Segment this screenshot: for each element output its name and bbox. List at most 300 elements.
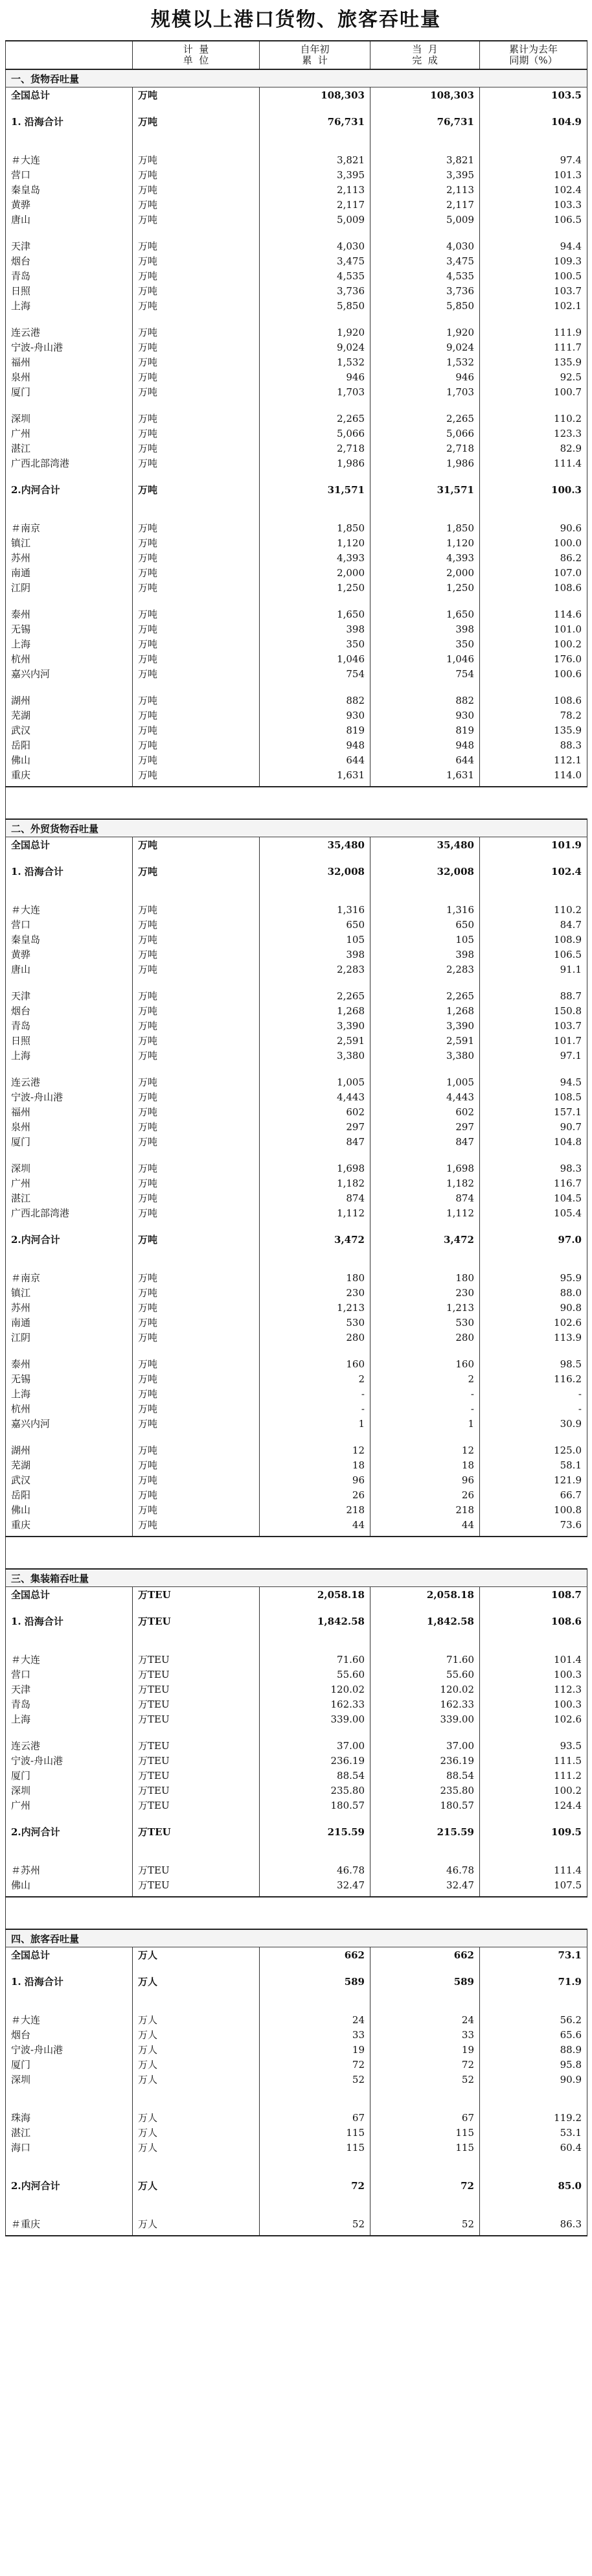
unit-cell: 万吨 [133,864,260,879]
empty-cell [370,1247,480,1270]
yoy-cell: 111.7 [480,340,587,354]
yoy-cell: 95.9 [480,1270,587,1285]
unit-cell: 万吨 [133,1502,260,1517]
port-name: 无锡 [6,1371,133,1386]
cumulative-cell: 162.33 [260,1697,370,1712]
yoy-cell: 104.5 [480,1190,587,1205]
table-row [6,1667,587,1682]
port-name: 江阴 [6,580,133,595]
cumulative-cell: 1,005 [260,1074,370,1089]
cumulative-cell: 35,480 [260,837,370,853]
unit-cell: 万人 [133,2216,260,2231]
empty-cell [370,399,480,411]
month-cell: 35,480 [370,837,480,853]
yoy-cell: 97.1 [480,1048,587,1063]
cumulative-cell: 19 [260,2042,370,2057]
table-row [6,752,587,767]
yoy-cell: 94.5 [480,1074,587,1089]
empty-cell [133,595,260,607]
section-title: 三、集装箱吞吐量 [6,1569,587,1587]
unit-cell: 万吨 [133,441,260,456]
port-name: 南通 [6,565,133,580]
unit-cell: 万吨 [133,607,260,621]
empty-cell [6,129,133,152]
unit-cell: 万吨 [133,1232,260,1247]
port-name: 苏州 [6,1300,133,1315]
unit-cell: 万TEU [133,1768,260,1783]
table-row [6,1356,587,1371]
empty-cell [370,102,480,114]
month-cell: 5,066 [370,426,480,441]
empty-cell [370,1989,480,2012]
cumulative-cell: 4,030 [260,238,370,253]
cumulative-cell: 120.02 [260,1682,370,1697]
port-name: 湖州 [6,693,133,708]
empty-cell [133,102,260,114]
yoy-cell: 71.9 [480,1974,587,1989]
unit-cell: 万吨 [133,1033,260,1048]
empty-cell [6,1989,133,2012]
port-name: 烟台 [6,2027,133,2042]
cumulative-cell: 72 [260,2178,370,2193]
empty-cell [260,1989,370,2012]
yoy-cell: 109.5 [480,1824,587,1839]
table-row-total [6,1974,587,1989]
port-name: 重庆 [6,767,133,782]
port-name: 厦门 [6,384,133,399]
header-cumulative-text: 自年初 累 计 [300,43,330,66]
yoy-cell: 102.4 [480,864,587,879]
month-cell: 1,046 [370,651,480,666]
port-name: 宁波-舟山港 [6,1753,133,1768]
empty-cell [133,1431,260,1443]
header-unit [133,41,260,69]
empty-cell [260,1629,370,1652]
empty-cell [480,227,587,238]
table-row [6,1018,587,1033]
yoy-cell: 107.0 [480,565,587,580]
cumulative-cell: 76,731 [260,114,370,129]
month-cell: 4,030 [370,238,480,253]
unit-cell: 万TEU [133,1798,260,1813]
yoy-cell: 109.3 [480,253,587,268]
table-row-total [6,87,587,103]
table-row [6,1697,587,1712]
yoy-cell: 88.0 [480,1285,587,1300]
month-cell: 589 [370,1974,480,1989]
empty-cell [6,782,133,787]
empty-cell [133,129,260,152]
yoy-cell: 103.3 [480,197,587,212]
empty-cell [6,681,133,693]
table-row-total [6,1947,587,1963]
port-name: 湛江 [6,441,133,456]
cumulative-cell: 930 [260,708,370,723]
empty-cell [260,1602,370,1614]
unit-cell: 万吨 [133,651,260,666]
empty-cell [480,1247,587,1270]
yoy-cell: 102.6 [480,1315,587,1330]
empty-cell [260,1962,370,1974]
yoy-cell: 104.8 [480,1134,587,1149]
port-name: ＃重庆 [6,2216,133,2231]
port-name: 天津 [6,1682,133,1697]
unit-cell: 万TEU [133,1783,260,1798]
unit-cell: 万TEU [133,1862,260,1877]
table-row [6,268,587,283]
cumulative-cell: 46.78 [260,1862,370,1877]
table-row [6,298,587,313]
yoy-cell: 86.3 [480,2216,587,2231]
month-cell: 5,850 [370,298,480,313]
yoy-cell: 90.8 [480,1300,587,1315]
yoy-cell: 101.4 [480,1652,587,1667]
empty-cell [480,879,587,902]
cumulative-cell: - [260,1386,370,1401]
month-cell: 19 [370,2042,480,2057]
cumulative-cell: 1,213 [260,1300,370,1315]
unit-cell: 万吨 [133,902,260,917]
yoy-cell: 150.8 [480,1003,587,1018]
section-header-row [6,1569,587,1587]
empty-cell [6,879,133,902]
table-row [6,1190,587,1205]
port-name: 青岛 [6,1018,133,1033]
port-name: 上海 [6,1386,133,1401]
port-name: 深圳 [6,2072,133,2087]
empty-cell [370,595,480,607]
cumulative-cell: 1,120 [260,535,370,550]
table-row [6,1300,587,1315]
section-bottom-rule [6,1532,587,1537]
cumulative-cell: 215.59 [260,1824,370,1839]
empty-cell [260,497,370,520]
port-name: 深圳 [6,1783,133,1798]
port-name: 福州 [6,354,133,369]
yoy-cell: 123.3 [480,426,587,441]
yoy-cell: 73.1 [480,1947,587,1963]
empty-cell [480,1989,587,2012]
unit-cell: 万TEU [133,1652,260,1667]
port-name: 营口 [6,917,133,932]
month-cell: 1,316 [370,902,480,917]
table-row-total [6,1232,587,1247]
spacer-row [6,470,587,482]
empty-cell [133,2231,260,2236]
yoy-cell: 103.7 [480,1018,587,1033]
unit-cell: 万TEU [133,1738,260,1753]
empty-cell [480,1149,587,1161]
empty-cell [6,1813,133,1824]
cumulative-cell: 180 [260,1270,370,1285]
spacer-row [6,1989,587,2012]
port-name: 上海 [6,1048,133,1063]
empty-cell [480,497,587,520]
cumulative-cell: 2 [260,1371,370,1386]
cumulative-cell: 874 [260,1190,370,1205]
port-name: 营口 [6,167,133,182]
month-cell: 105 [370,932,480,947]
cumulative-cell: 5,850 [260,298,370,313]
table-row [6,1712,587,1726]
empty-cell [260,2193,370,2216]
port-name: 连云港 [6,1738,133,1753]
empty-cell [370,1726,480,1738]
port-name: 嘉兴内河 [6,666,133,681]
empty-cell [370,852,480,864]
port-name: 上海 [6,636,133,651]
cumulative-cell: 230 [260,1285,370,1300]
port-name: ＃大连 [6,1652,133,1667]
cumulative-cell: 1,842.58 [260,1614,370,1629]
cumulative-cell: 3,395 [260,167,370,182]
yoy-cell: 108.6 [480,1614,587,1629]
empty-cell [6,1063,133,1074]
empty-cell [260,681,370,693]
unit-cell: 万吨 [133,962,260,977]
cumulative-cell: 37.00 [260,1738,370,1753]
empty-cell [6,497,133,520]
cumulative-cell: 602 [260,1104,370,1119]
spacer-row [6,313,587,325]
empty-cell [133,1220,260,1232]
empty-cell [370,1813,480,1824]
port-name: 广州 [6,426,133,441]
port-name: 深圳 [6,411,133,426]
port-name: 厦门 [6,1768,133,1783]
yoy-cell: 58.1 [480,1457,587,1472]
spacer-row [6,102,587,114]
yoy-cell: 56.2 [480,2012,587,2027]
port-name: 唐山 [6,962,133,977]
section-header-row [6,1929,587,1947]
empty-cell [480,1962,587,1974]
port-name: 广西北部湾港 [6,1205,133,1220]
unit-cell: 万TEU [133,1824,260,1839]
empty-cell [133,1345,260,1356]
cumulative-cell: 1,631 [260,767,370,782]
table-row [6,2027,587,2042]
port-name: 上海 [6,1712,133,1726]
port-name: 烟台 [6,1003,133,1018]
month-cell: 33 [370,2027,480,2042]
month-cell: 3,390 [370,1018,480,1033]
empty-cell [260,2155,370,2178]
spacer-row [6,1629,587,1652]
cumulative-cell: 2,000 [260,565,370,580]
month-cell: 46.78 [370,1862,480,1877]
empty-cell [133,399,260,411]
yoy-cell: - [480,1401,587,1416]
month-cell: 1 [370,1416,480,1431]
month-cell: 398 [370,621,480,636]
month-cell: 230 [370,1285,480,1300]
table-row [6,1371,587,1386]
unit-cell: 万吨 [133,1161,260,1176]
empty-cell [370,879,480,902]
month-cell: 162.33 [370,1697,480,1712]
table-row [6,456,587,470]
unit-cell: 万TEU [133,1614,260,1629]
empty-cell [480,1726,587,1738]
unit-cell: 万吨 [133,1018,260,1033]
port-name: 泰州 [6,607,133,621]
empty-cell [480,595,587,607]
unit-cell: 万吨 [133,369,260,384]
table-row [6,283,587,298]
spacer-row [6,1220,587,1232]
month-cell: 530 [370,1315,480,1330]
month-cell: 1,120 [370,535,480,550]
empty-cell [370,1220,480,1232]
yoy-cell: 100.0 [480,535,587,550]
header-yoy [480,41,587,69]
table-row [6,1416,587,1431]
table-row [6,1753,587,1768]
cumulative-cell: 350 [260,636,370,651]
yoy-cell: 105.4 [480,1205,587,1220]
cumulative-cell: 1,986 [260,456,370,470]
month-cell: 2,265 [370,988,480,1003]
table-row [6,1074,587,1089]
month-cell: - [370,1401,480,1416]
port-name: ＃苏州 [6,1862,133,1877]
month-cell: 160 [370,1356,480,1371]
empty-cell [6,1726,133,1738]
cumulative-cell: 882 [260,693,370,708]
unit-cell: 万人 [133,2057,260,2072]
table-row [6,182,587,197]
month-cell: 2,283 [370,962,480,977]
yoy-cell: 106.5 [480,947,587,962]
cumulative-cell: 52 [260,2216,370,2231]
yoy-cell: 90.6 [480,520,587,535]
empty-cell [260,313,370,325]
cumulative-cell: 2,283 [260,962,370,977]
month-cell: 2 [370,1371,480,1386]
yoy-cell: 121.9 [480,1472,587,1487]
yoy-cell: 92.5 [480,369,587,384]
table-row-total [6,114,587,129]
unit-cell: 万人 [133,2012,260,2027]
section-header-row [6,819,587,837]
yoy-cell: 65.6 [480,2027,587,2042]
port-name: 嘉兴内河 [6,1416,133,1431]
table-row [6,1285,587,1300]
port-name: ＃大连 [6,152,133,167]
table-row [6,411,587,426]
cumulative-cell: 31,571 [260,482,370,497]
cumulative-cell: 339.00 [260,1712,370,1726]
empty-cell [260,1149,370,1161]
spacer-row [6,1602,587,1614]
yoy-cell: 111.9 [480,325,587,340]
table-row-total [6,1614,587,1629]
table-row [6,1443,587,1457]
empty-cell [480,977,587,988]
table-row [6,1119,587,1134]
port-name: 1. 沿海合计 [6,114,133,129]
cumulative-cell: 3,821 [260,152,370,167]
port-name: ＃大连 [6,902,133,917]
port-name: 全国总计 [6,87,133,103]
unit-cell: 万吨 [133,767,260,782]
month-cell: 96 [370,1472,480,1487]
month-cell: 76,731 [370,114,480,129]
empty-cell [6,1962,133,1974]
yoy-cell: 110.2 [480,902,587,917]
port-name: 海口 [6,2140,133,2155]
month-cell: 280 [370,1330,480,1345]
month-cell: 180.57 [370,1798,480,1813]
month-cell: 3,380 [370,1048,480,1063]
month-cell: 1,631 [370,767,480,782]
table-row [6,1862,587,1877]
yoy-cell: 53.1 [480,2125,587,2140]
port-name: 杭州 [6,651,133,666]
table-row [6,1798,587,1813]
empty-cell [370,2155,480,2178]
cumulative-cell: 398 [260,621,370,636]
yoy-cell: 86.2 [480,550,587,565]
empty-cell [6,2155,133,2178]
cumulative-cell: 1,046 [260,651,370,666]
unit-cell: 万TEU [133,1877,260,1892]
table-row [6,1048,587,1063]
yoy-cell: 176.0 [480,651,587,666]
table-row [6,197,587,212]
month-cell: 874 [370,1190,480,1205]
month-cell: 297 [370,1119,480,1134]
cumulative-cell: 105 [260,932,370,947]
unit-cell: 万吨 [133,182,260,197]
unit-cell: 万吨 [133,1443,260,1457]
table-row [6,1877,587,1892]
empty-cell [133,2087,260,2110]
unit-cell: 万吨 [133,580,260,595]
unit-cell: 万吨 [133,1074,260,1089]
unit-cell: 万吨 [133,1048,260,1063]
unit-cell: 万TEU [133,1587,260,1603]
table-row [6,1161,587,1176]
month-cell: 1,986 [370,456,480,470]
port-name: 唐山 [6,212,133,227]
yoy-cell: 102.4 [480,182,587,197]
yoy-cell: 101.7 [480,1033,587,1048]
port-name: 厦门 [6,1134,133,1149]
cumulative-cell: 2,117 [260,197,370,212]
cumulative-cell: 88.54 [260,1768,370,1783]
cumulative-cell: 1,268 [260,1003,370,1018]
table-row [6,2140,587,2155]
cumulative-cell: 5,066 [260,426,370,441]
spacer-row [6,1063,587,1074]
empty-cell [6,595,133,607]
unit-cell: 万吨 [133,1270,260,1285]
port-name: 2.内河合计 [6,1232,133,1247]
table-row [6,988,587,1003]
table-row [6,1134,587,1149]
table-row [6,666,587,681]
empty-cell [260,1839,370,1862]
table-row [6,1682,587,1697]
table-row-total [6,864,587,879]
unit-cell: 万吨 [133,752,260,767]
empty-cell [260,595,370,607]
table-row [6,1457,587,1472]
cumulative-cell: 589 [260,1974,370,1989]
cumulative-cell: 754 [260,666,370,681]
